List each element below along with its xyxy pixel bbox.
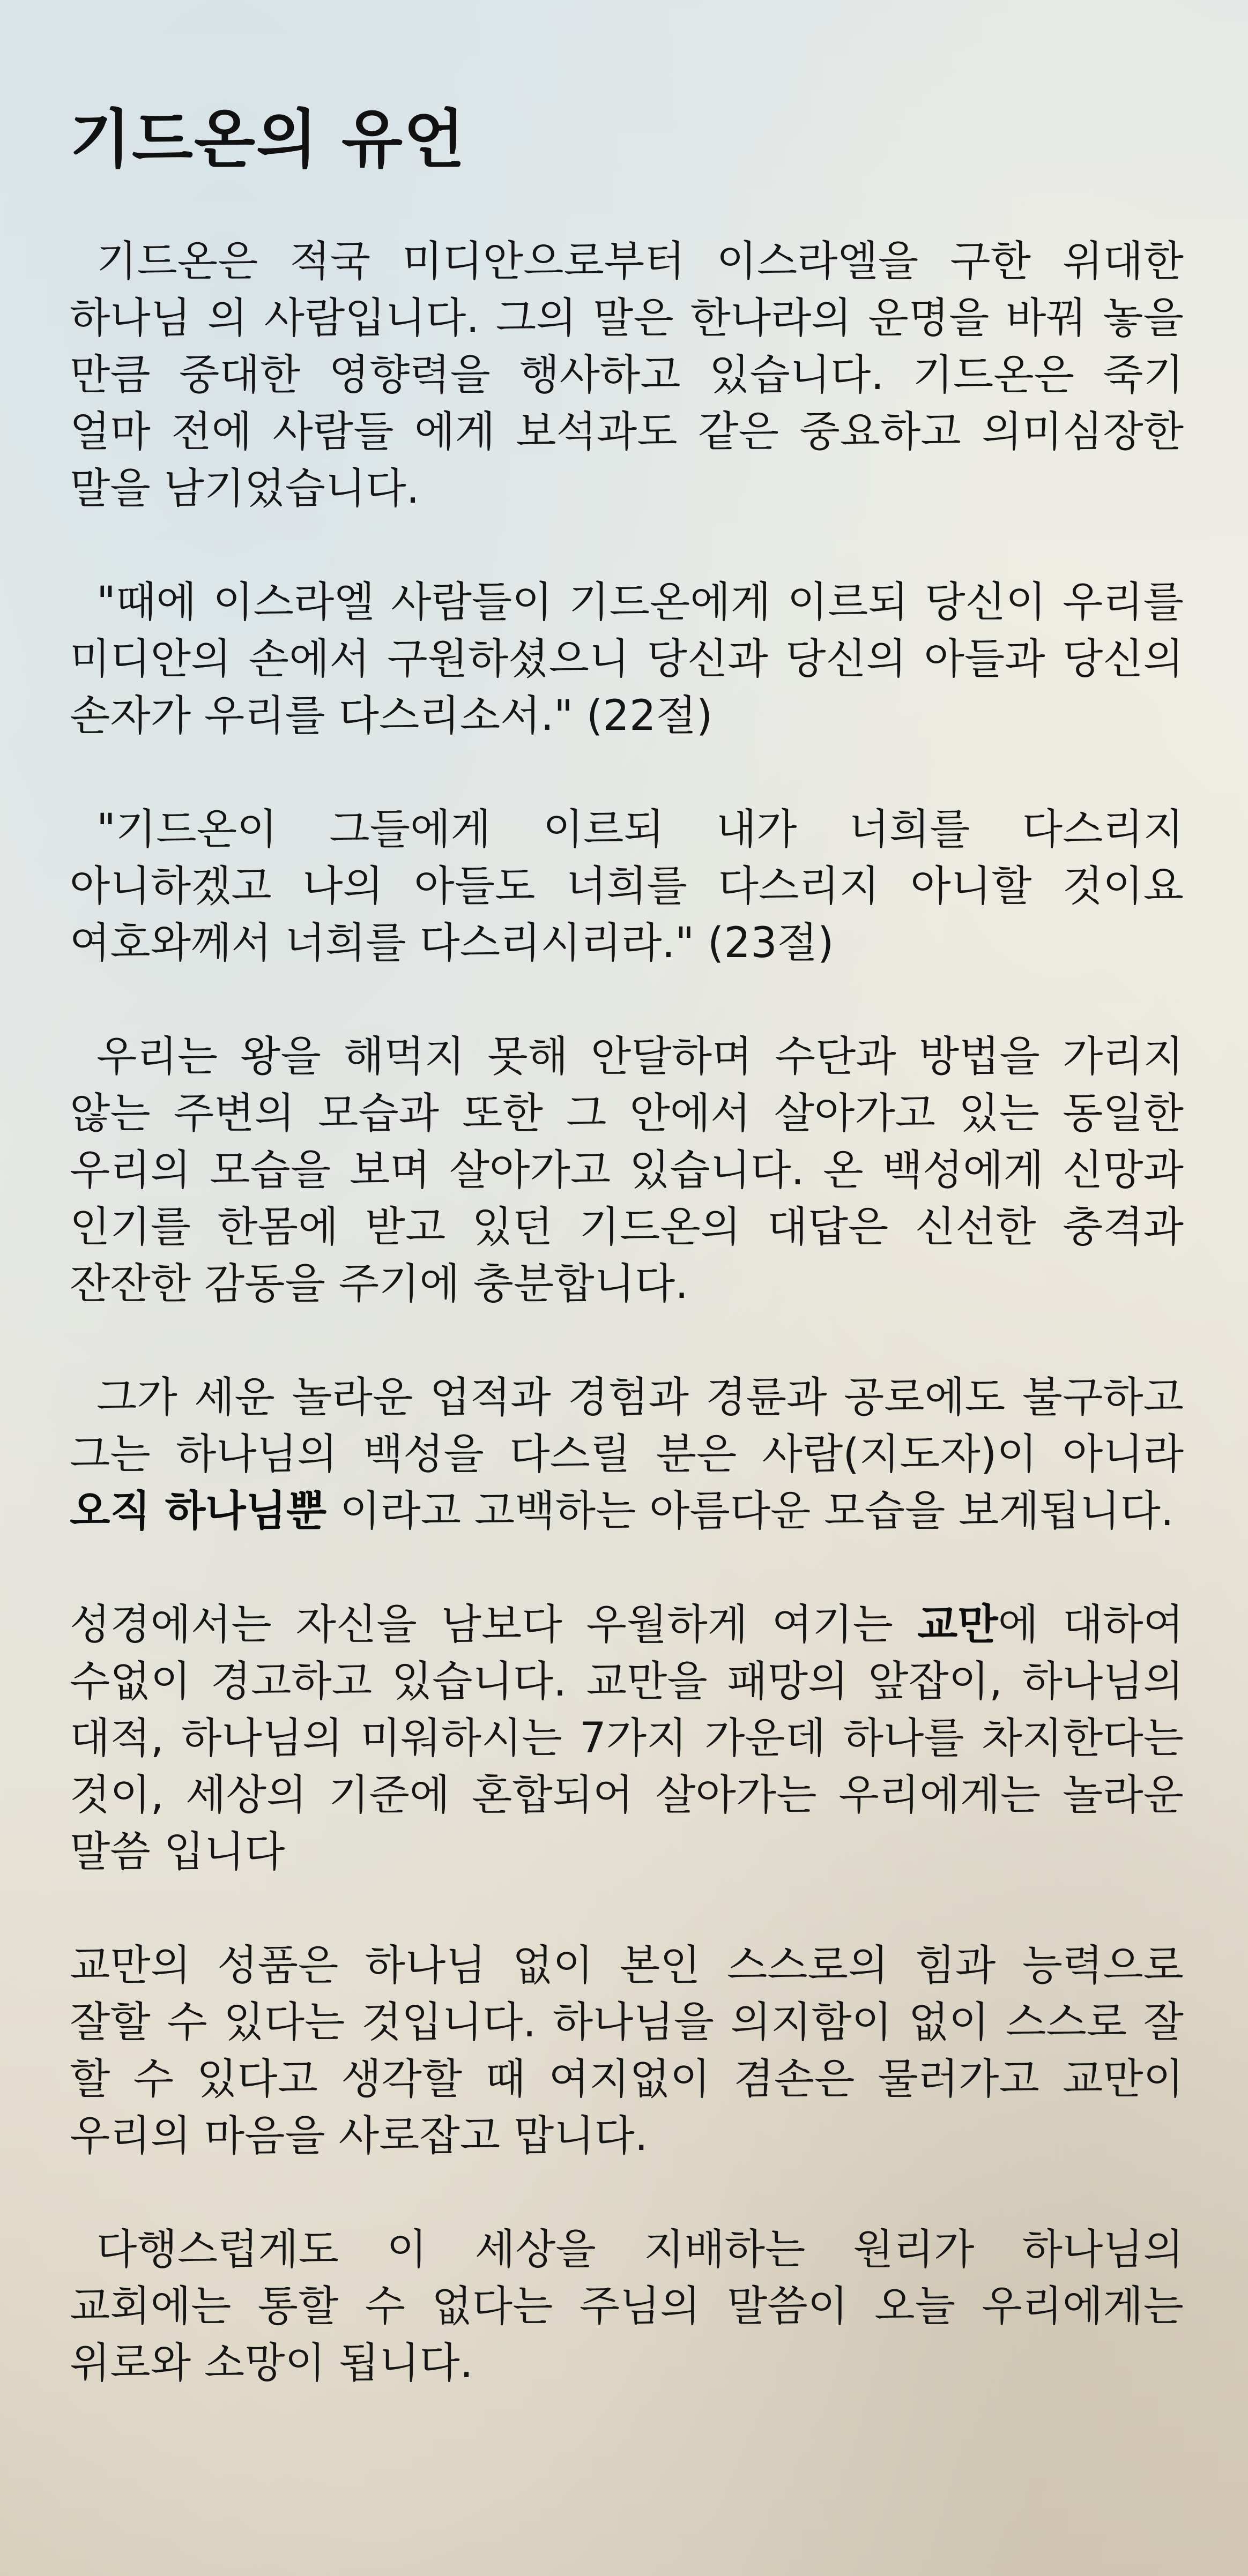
paragraph-text: 다행스럽게도 이 세상을 지배하는 원리가 하나님의 교회에는 통할 수 없다는 주님의 말씀이 오늘 우리에게는 위로와 소망이 됩니다. bbox=[70, 2226, 1184, 2387]
paragraph-text: "기드온이 그들에게 이르되 내가 너희를 다스리지 아니하겠고 나의 아들도 너희를 다스리지 아니할 것이요 여호와께서 너희를 다스리시리라." (23절) bbox=[70, 805, 1184, 967]
paragraph-6 bbox=[70, 1596, 1184, 1880]
paragraph-text: 교만의 성품은 하나님 없이 본인 스스로의 힘과 능력으로 잘할 수 있다는 것입니다. 하나님을 의지함이 없이 스스로 잘 할 수 있다고 생각할 때 여지없이 겸손은 물러가고 교만이 우리의 마음을 사로잡고 맙니다. bbox=[70, 1942, 1184, 2160]
paragraph-8 bbox=[70, 2221, 1184, 2392]
paragraph-1 bbox=[70, 233, 1184, 517]
emphasis-text: 오직 하나님뿐 bbox=[70, 1487, 327, 1535]
paragraph-text: 성경에서는 자신을 남보다 우월하게 여기는 bbox=[70, 1601, 917, 1649]
paragraph-3 bbox=[70, 801, 1184, 972]
emphasis-text: 교만 bbox=[917, 1601, 998, 1649]
paragraph-4 bbox=[70, 1028, 1184, 1312]
page-title: 기드온의 유언 bbox=[70, 102, 466, 176]
paragraph-text: 기드온은 적국 미디안으로부터 이스라엘을 구한 위대한 하나님 의 사람입니다. 그의 말은 한나라의 운명을 바꿔 놓을 만큼 중대한 영향력을 행사하고 있습니다. 기드온은 죽기 얼마 전에 사람들 에게 보석과도 같은 중요하고 의미심장한 말을 남기었습니다. bbox=[70, 237, 1184, 513]
paragraph-text: 우리는 왕을 해먹지 못해 안달하며 수단과 방법을 가리지 않는 주변의 모습과 또한 그 안에서 살아가고 있는 동일한 우리의 모습을 보며 살아가고 있습니다. 온 백성에게 신망과 인기를 한몸에 받고 있던 기드온의 대답은 신선한 충격과 잔잔한 감동을 주기에 충분합니다. bbox=[70, 1033, 1184, 1308]
paragraph-7 bbox=[70, 1937, 1184, 2164]
paragraph-2 bbox=[70, 574, 1184, 744]
paragraph-text: 에 대하여 수없이 경고하고 있습니다. 교만을 패망의 앞잡이, 하나님의 대적, 하나님의 미워하시는 7가지 가운데 하나를 차지한다는 것이, 세상의 기준에 혼합되어 살아가는 우리에게는 놀라운 말씀 입니다 bbox=[70, 1601, 1184, 1876]
paragraph-5 bbox=[70, 1369, 1184, 1540]
paragraph-text: "때에 이스라엘 사람들이 기드온에게 이르되 당신이 우리를 미디안의 손에서 구원하셨으니 당신과 당신의 아들과 당신의 손자가 우리를 다스리소서." (22절) bbox=[70, 578, 1184, 740]
paragraph-text: 이라고 고백하는 아름다운 모습을 보게됩니다. bbox=[326, 1487, 1174, 1535]
body-text bbox=[70, 233, 1184, 2392]
paragraph-text: 그가 세운 놀라운 업적과 경험과 경륜과 공로에도 불구하고 그는 하나님의 백성을 다스릴 분은 사람(지도자)이 아니라 bbox=[70, 1373, 1184, 1479]
